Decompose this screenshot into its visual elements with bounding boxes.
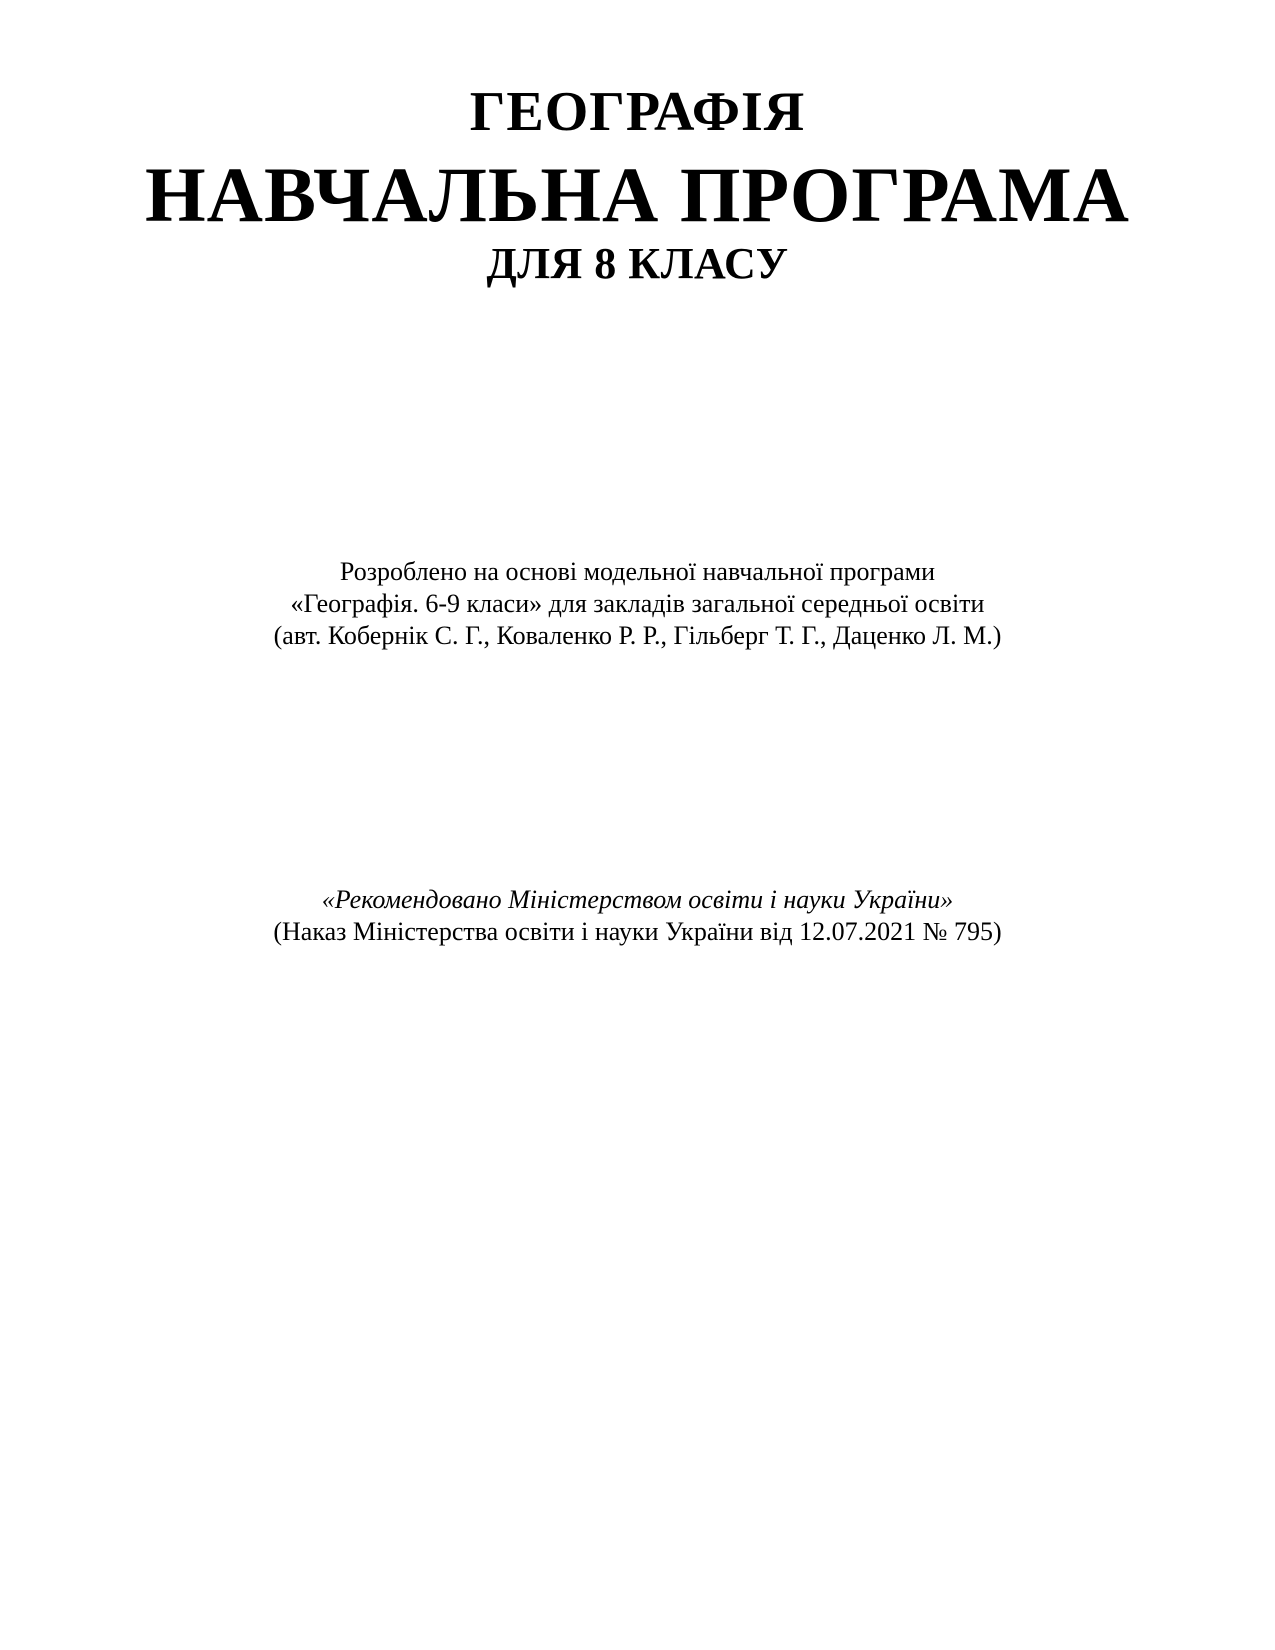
recommendation-label: «Рекомендовано Міністерством освіти і науки України» xyxy=(321,885,954,914)
document-type-title: НАВЧАЛЬНА ПРОГРАМА xyxy=(144,151,1130,238)
subject-title: ГЕОГРАФІЯ xyxy=(469,81,806,143)
basis-line-1: Розроблено на основі модельної навчальної програми xyxy=(339,557,936,586)
basis-line-2: «Географія. 6-9 класи» для закладів загальної середньої освіти xyxy=(290,589,985,618)
ministry-order: (Наказ Міністерства освіти і науки України від 12.07.2021 № 795) xyxy=(273,917,1002,946)
basis-line-3: (авт. Кобернік С. Г., Коваленко Р. Р., Гільберг Т. Г., Даценко Л. М.) xyxy=(273,621,1002,650)
grade-title: ДЛЯ 8 КЛАСУ xyxy=(486,239,789,288)
